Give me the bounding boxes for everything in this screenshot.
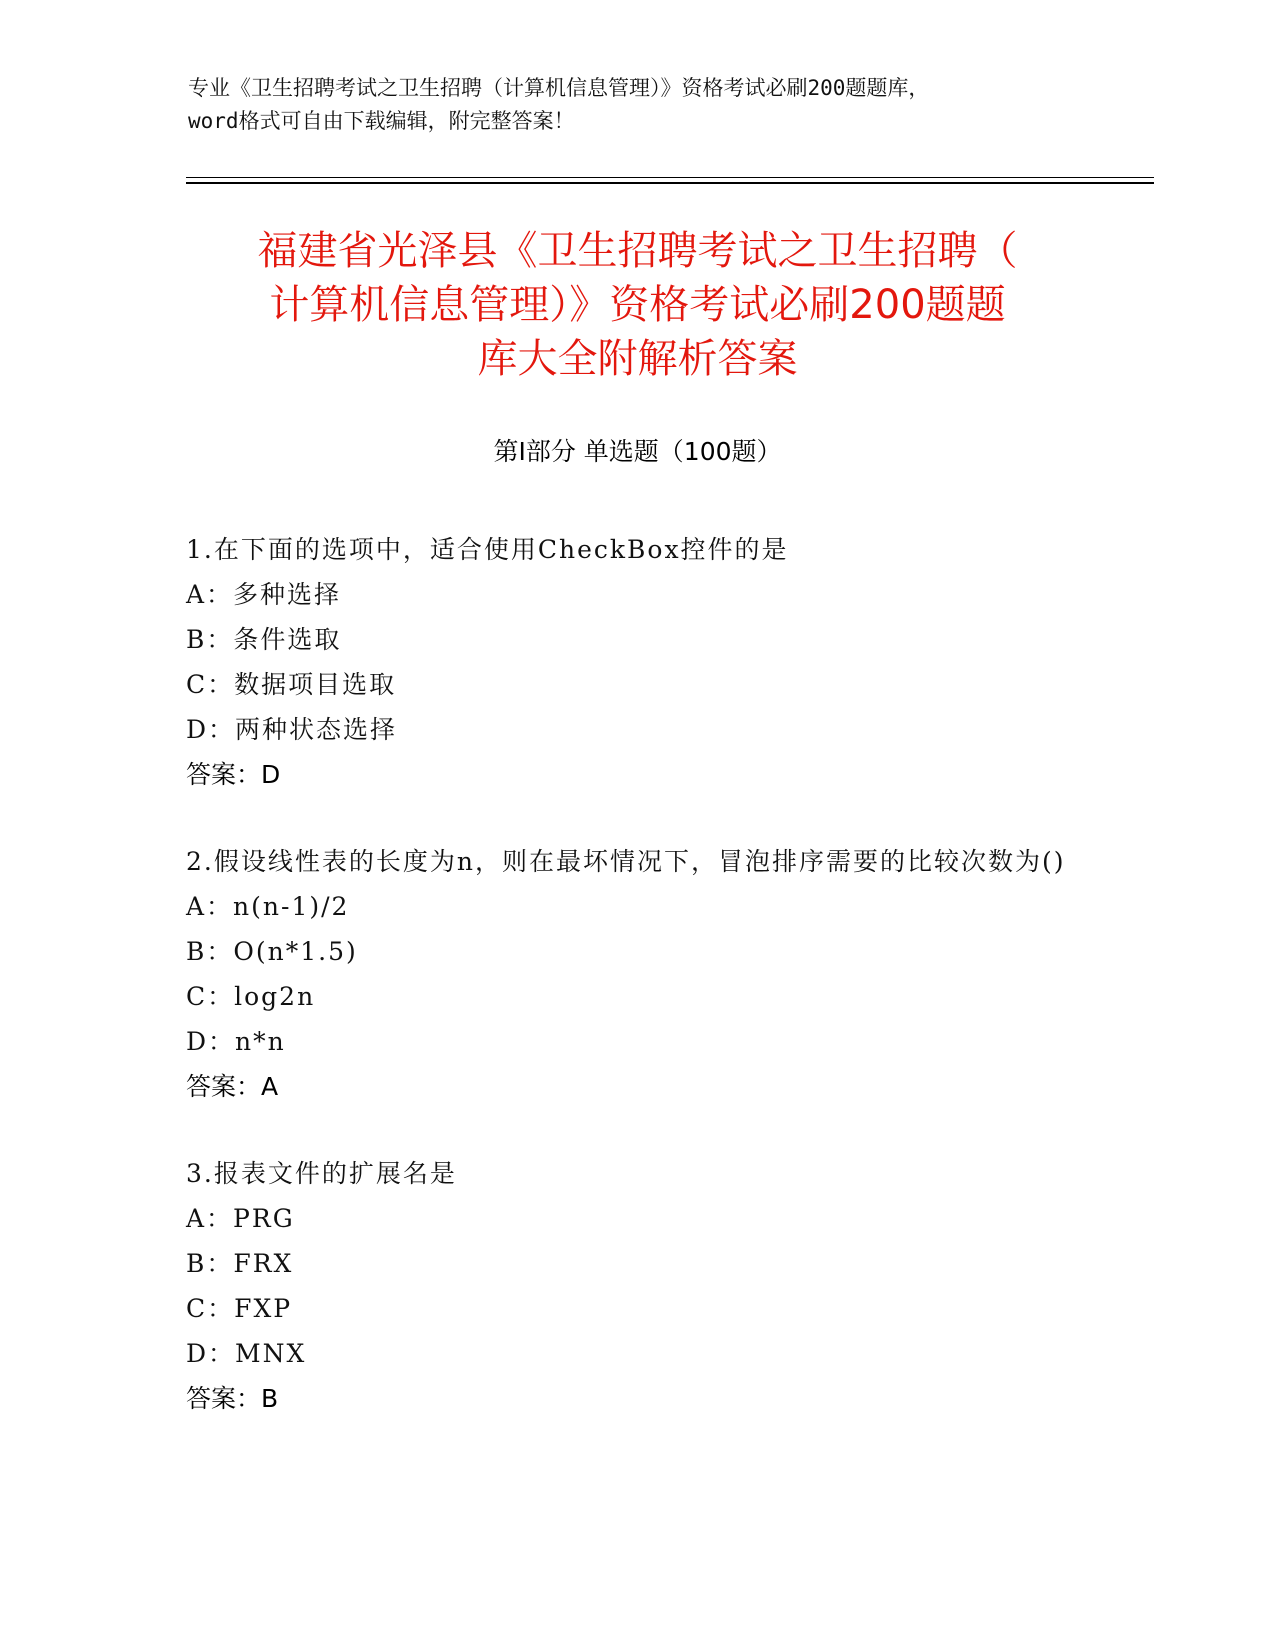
- option-d: D：MNX: [186, 1339, 307, 1368]
- option-d: D：两种状态选择: [186, 715, 398, 744]
- option-a: A：多种选择: [186, 580, 342, 609]
- header-divider: [186, 177, 1154, 184]
- header-note: [188, 72, 1088, 138]
- question-stem: 1.在下面的选项中，适合使用CheckBox控件的是: [186, 535, 789, 564]
- option-b: B：O(n*1.5): [186, 937, 358, 966]
- question-3: [186, 1151, 1086, 1421]
- option-c: C：FXP: [186, 1294, 293, 1323]
- question-stem: 3.报表文件的扩展名是: [186, 1159, 457, 1188]
- header-note-line-2: word格式可自由下载编辑，附完整答案！: [188, 109, 575, 133]
- document-title-line-2: 计算机信息管理）》资格考试必刷200题题: [269, 282, 1006, 328]
- document-title-line-3: 库大全附解析答案: [477, 336, 798, 382]
- question-1: [186, 527, 1086, 797]
- option-c: C：log2n: [186, 982, 316, 1011]
- option-a: A：n(n-1)/2: [186, 892, 350, 921]
- question-2: [186, 839, 1086, 1109]
- option-b: B：FRX: [186, 1249, 294, 1278]
- option-b: B：条件选取: [186, 625, 342, 654]
- question-answer: 答案：D: [186, 760, 281, 789]
- header-note-line-1: 专业《卫生招聘考试之卫生招聘（计算机信息管理）》资格考试必刷200题题库，: [188, 76, 930, 100]
- question-stem: 2.假设线性表的长度为n，则在最坏情况下，冒泡排序需要的比较次数为(): [186, 847, 1066, 876]
- option-d: D：n*n: [186, 1027, 286, 1056]
- option-c: C：数据项目选取: [186, 670, 397, 699]
- section-title: 第Ⅰ部分 单选题（100题）: [493, 437, 782, 466]
- question-answer: 答案：A: [186, 1072, 279, 1101]
- document-title-line-1: 福建省光泽县《卫生招聘考试之卫生招聘（: [257, 228, 1018, 274]
- question-answer: 答案：B: [186, 1384, 279, 1413]
- option-a: A：PRG: [186, 1204, 295, 1233]
- question-list: [186, 527, 1086, 1463]
- document-title: [150, 224, 1125, 386]
